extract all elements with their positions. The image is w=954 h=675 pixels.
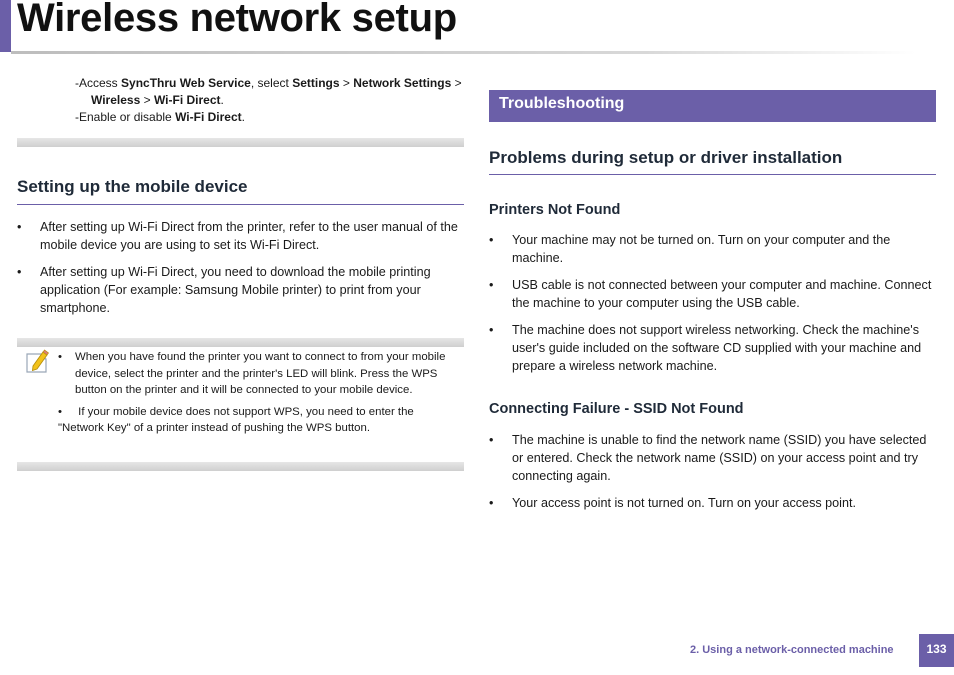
bullet: •: [489, 278, 494, 292]
note-list: [58, 349, 464, 442]
title-rule: [11, 51, 916, 54]
note-item: [58, 404, 464, 437]
bullet: •: [489, 496, 494, 510]
bullet: •: [58, 405, 62, 418]
footer-chapter-link[interactable]: 2. Using a network-connected machine: [690, 644, 894, 656]
note-item-text: If your mobile device does not support WPS, you need to enter the: [75, 405, 414, 418]
settings-term: Settings: [292, 76, 340, 90]
list-item: [489, 276, 936, 312]
separator: >: [451, 76, 462, 90]
list-item: [489, 494, 936, 512]
separator: >: [140, 93, 154, 107]
list-item-text: After setting up Wi-Fi Direct from the printer, refer to the user manual of the mobile device you are using to set its Wi-Fi Direct.: [40, 220, 458, 252]
intro-text: -Enable or disable: [75, 110, 176, 124]
list-item: [489, 321, 936, 375]
mobile-bullet-list: [17, 218, 464, 326]
note-pencil-icon: [24, 349, 50, 375]
printers-not-found-list: [489, 231, 936, 384]
note-item-text: When you have found the printer you want to connect to from your mobile device, select the printer and the printer's LED will blink. Press the WPS button on the printer and it will be connected to your mobile device.: [75, 351, 446, 396]
note-item-text: "Network Key" of a printer instead of pushing the WPS button.: [58, 422, 371, 434]
bullet: •: [489, 233, 494, 247]
intro-line-2: [75, 92, 465, 109]
title-accent-bar: [0, 0, 11, 52]
subheading-connecting-failure: Connecting Failure - SSID Not Found: [489, 401, 744, 417]
note-top-band: [17, 338, 464, 347]
list-item-text: USB cable is not connected between your computer and machine. Connect the machine to your computer using the USB cable.: [512, 278, 932, 310]
list-item: [489, 231, 936, 267]
list-item: [17, 218, 464, 254]
list-item: [17, 263, 464, 317]
bullet: •: [489, 433, 494, 447]
note-item: [58, 349, 464, 399]
troubleshooting-banner: [489, 90, 936, 122]
subheading-printers-not-found: Printers Not Found: [489, 202, 621, 218]
syncthru-web-service-term: SyncThru Web Service: [121, 76, 251, 90]
section-heading-rule: [17, 204, 464, 205]
note-bottom-band: [17, 462, 464, 471]
intro-text: -Access: [75, 76, 122, 90]
list-item-text: After setting up Wi-Fi Direct, you need to download the mobile printing application (For example: Samsung Mobile printer) to print from your smartphone.: [40, 265, 431, 315]
intro-text: .: [220, 93, 224, 107]
section-heading-rule: [489, 174, 936, 175]
troubleshooting-banner-label: Troubleshooting: [499, 95, 625, 112]
note-box: [17, 338, 464, 471]
page-title: Wireless network setup: [17, 0, 457, 40]
bullet: •: [17, 265, 22, 279]
page-number-badge: 133: [919, 634, 954, 667]
list-item-text: Your machine may not be turned on. Turn on your computer and the machine.: [512, 233, 891, 265]
intro-text: .: [241, 110, 245, 124]
bullet: •: [489, 323, 494, 337]
list-item-text: The machine does not support wireless networking. Check the machine's user's guide included on the software CD supplied with your machine and prepare a wireless network machine.: [512, 323, 922, 373]
list-item-text: Your access point is not turned on. Turn on your access point.: [512, 496, 856, 510]
intro-line-1: [75, 75, 465, 92]
bullet: •: [17, 220, 22, 234]
network-settings-term: Network Settings: [353, 76, 452, 90]
list-item: [489, 431, 936, 485]
note-subitem-line: [58, 404, 464, 421]
section-heading-mobile: Setting up the mobile device: [17, 177, 248, 196]
section-divider: [17, 138, 464, 147]
section-heading-problems: Problems during setup or driver installation: [489, 148, 843, 167]
wireless-term: Wireless: [91, 93, 141, 107]
list-item-text: The machine is unable to find the network name (SSID) you have selected or entered. Check the network name (SSID) on your access point and try connecting again.: [512, 433, 927, 483]
intro-line-3: [75, 109, 465, 126]
intro-text: , select: [250, 76, 293, 90]
connecting-failure-list: [489, 431, 936, 521]
wifi-direct-term: Wi-Fi Direct: [153, 93, 221, 107]
separator: >: [339, 76, 354, 90]
wifi-direct-term: Wi-Fi Direct: [175, 110, 242, 124]
bullet: •: [58, 351, 62, 363]
intro-steps: [75, 75, 465, 126]
